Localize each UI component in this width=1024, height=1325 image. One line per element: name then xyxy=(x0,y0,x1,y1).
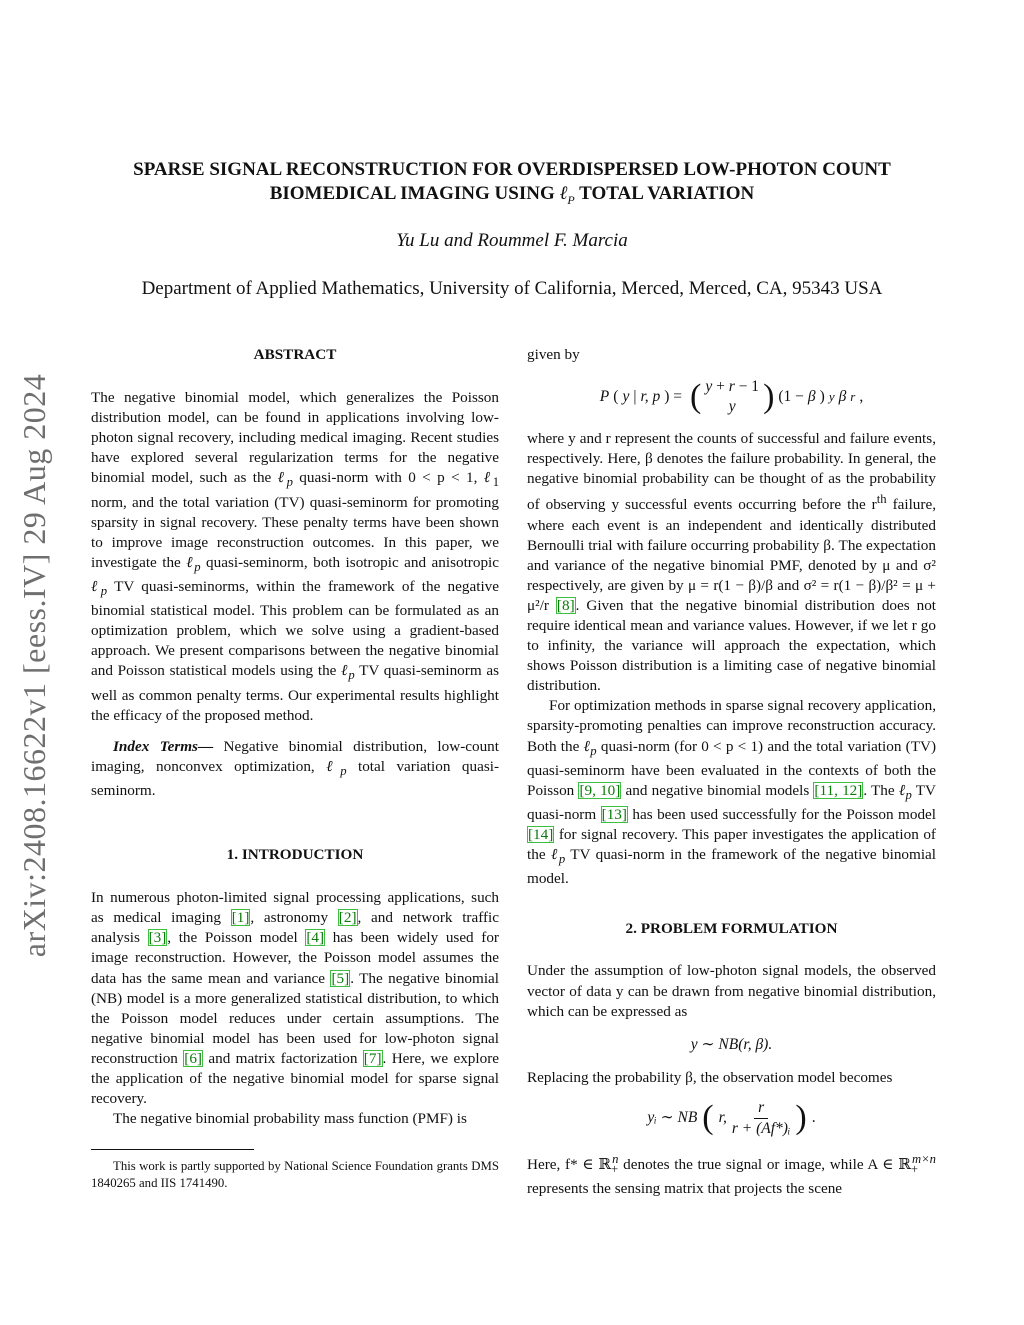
title-line-2-prefix: BIOMEDICAL IMAGING USING xyxy=(269,183,555,204)
affiliation: Department of Applied Mathematics, University of California, Merced, Merced, CA, 95343 USA xyxy=(141,278,883,299)
nb-equation: y ∼ NB(r, β). xyxy=(690,1035,773,1053)
citation-13[interactable]: [13] xyxy=(601,805,627,823)
right-paragraph-1: where y and r represent the counts of successful and failure events, respectively. Here, β denotes the failure probability. In general, the negative binomial probability can be thought of as the probability of observing y successful events occurring before the $r^{th}$ failure, where each event is an independent and identically distributed Bernoulli trial with failure occurring probability β. The expectation and variance of the negative binomial PMF, denoted by μ and σ² respectively, are given by μ = r(1 − β)/β and σ² = r(1 − β)/β² = μ + μ²/r [8]. Given that the negative binomial distribution does not require identical mean and variance values. However, if we let r go to infinity, the variance will approach the expectation, which shows Poisson distribution is a limiting case of negative binomial distribution. xyxy=(527,430,937,695)
index-terms: Index Terms— Negative binomial distribution, low-count imaging, nonconvex optimization, ℓ$_p$ total variation quasi-seminorm. xyxy=(91,737,500,799)
citation-6[interactable]: [6] xyxy=(184,1049,202,1067)
authors: Yu Lu and Roummel F. Marcia xyxy=(396,230,628,251)
title-ell-symbol: ℓ$_P$ xyxy=(559,183,575,207)
problem-formulation-heading: 2. PROBLEM FORMULATION xyxy=(625,920,838,938)
arxiv-id[interactable]: arXiv:2408.16622v1 [eess.IV] 29 Aug 2024 xyxy=(16,373,53,957)
intro-heading: 1. INTRODUCTION xyxy=(226,846,364,864)
citation-11-12[interactable]: [11, 12] xyxy=(814,781,863,799)
arxiv-sidebar-stamp xyxy=(12,350,58,980)
right-paragraph-2: For optimization methods in sparse signal recovery application, sparsity-promoting penalties can improve reconstruction accuracy. Both the ℓ$_p$ quasi-norm (for 0 < p < 1) and the total variation (TV) quasi-seminorm have been evaluated in the contexts of both the Poisson [9, 10] and negative binomial models [11, 12]. The ℓ$_p$ TV quasi-norm [13] has been used successfully for the Poisson model [14] for signal recovery. This paper investigates the application of the ℓ$_p$ TV quasi-norm in the framework of the negative binomial model. xyxy=(527,697,937,888)
title-line-1: SPARSE SIGNAL RECONSTRUCTION FOR OVERDISPERSED LOW-PHOTON COUNT xyxy=(133,159,891,180)
footnote: This work is partly supported by National Science Foundation grants DMS 1840265 and IIS 1741490. xyxy=(91,1159,499,1191)
right-paragraph-5: Here, f* ∈ ℝ$_+^n$ denotes the true signal or image, while A ∈ ℝ$_+^{m\times n}$ represents the sensing matrix that projects the scene xyxy=(527,1151,937,1198)
index-terms-label: Index Terms— xyxy=(113,737,214,755)
citation-1[interactable]: [1] xyxy=(231,909,250,927)
right-paragraph-4: Replacing the probability β, the observation model becomes xyxy=(527,1068,893,1086)
right-column xyxy=(527,345,936,1199)
paper-title xyxy=(80,158,944,212)
citation-7[interactable]: [7] xyxy=(363,1049,382,1067)
pmf-equation: P ( y | r, p ) = ( y + r − 1 y ) (1 − β ) y β r , xyxy=(599,378,864,416)
intro-paragraph-2: The negative binomial probability mass function (PMF) is xyxy=(113,1110,467,1128)
citation-2[interactable]: [2] xyxy=(338,909,357,927)
footnote-rule xyxy=(91,1149,254,1150)
citation-14[interactable]: [14] xyxy=(528,826,554,843)
citation-9-10[interactable]: [9, 10] xyxy=(579,781,621,799)
abstract-heading: ABSTRACT xyxy=(253,346,337,363)
title-line-2 xyxy=(80,182,944,212)
intro-paragraph-1: In numerous photon-limited signal processing applications, such as medical imaging [1], astronomy [2], and network traffic analysis [3], the Poisson model [4] has been widely used for image reconstruction. However, the Poisson model assumes the data has the same mean and variance [5]. The negative binomial (NB) model is a more generalized statistical distribution, to which the Poisson model reduces under certain assumptions. The negative binomial model has been used for low-photon signal reconstruction [6] and matrix factorization [7]. Here, we explore the application of the negative binomial model for sparse signal recovery. xyxy=(91,889,500,1108)
citation-3[interactable]: [3] xyxy=(148,929,167,947)
citation-4[interactable]: [4] xyxy=(306,929,325,947)
right-paragraph-3: Under the assumption of low-photon signal models, the observed vector of data y can be drawn from negative binomial distribution, which can be expressed as xyxy=(527,962,936,1020)
footnote-block xyxy=(91,1149,499,1192)
title-line-2-suffix: TOTAL VARIATION xyxy=(579,183,755,204)
given-by-text: given by xyxy=(527,346,580,363)
citation-5[interactable]: [5] xyxy=(331,969,350,987)
abstract-text: The negative binomial model, which generalizes the Poisson distribution model, can be found in applications involving low-photon signal recovery, including medical imaging. Recent studies have explored several regularization terms for the negative binomial model, such as the ℓ$_p$ quasi-norm with 0 < p < 1, ℓ$_1$ norm, and the total variation (TV) quasi-seminorm for promoting sparsity in signal recovery. These penalty terms have been shown to improve image reconstruction outcomes. In this paper, we investigate the ℓ$_p$ quasi-seminorm, both isotropic and anisotropic ℓ$_p$ TV quasi-seminorms, within the framework of the negative binomial statistical model. This problem can be formulated as an optimization problem, which we solve using a gradient-based approach. We present comparisons between the negative binomial and Poisson statistical models using the ℓ$_p$ TV quasi-seminorm as well as common penalty terms. Our experimental results highlight the efficacy of the proposed method. xyxy=(91,389,500,724)
observation-model-equation: yᵢ ∼ NB ( r, r r + (Af*)ᵢ ) . xyxy=(647,1098,816,1137)
left-column xyxy=(91,345,499,1192)
citation-8[interactable]: [8] xyxy=(556,596,575,614)
